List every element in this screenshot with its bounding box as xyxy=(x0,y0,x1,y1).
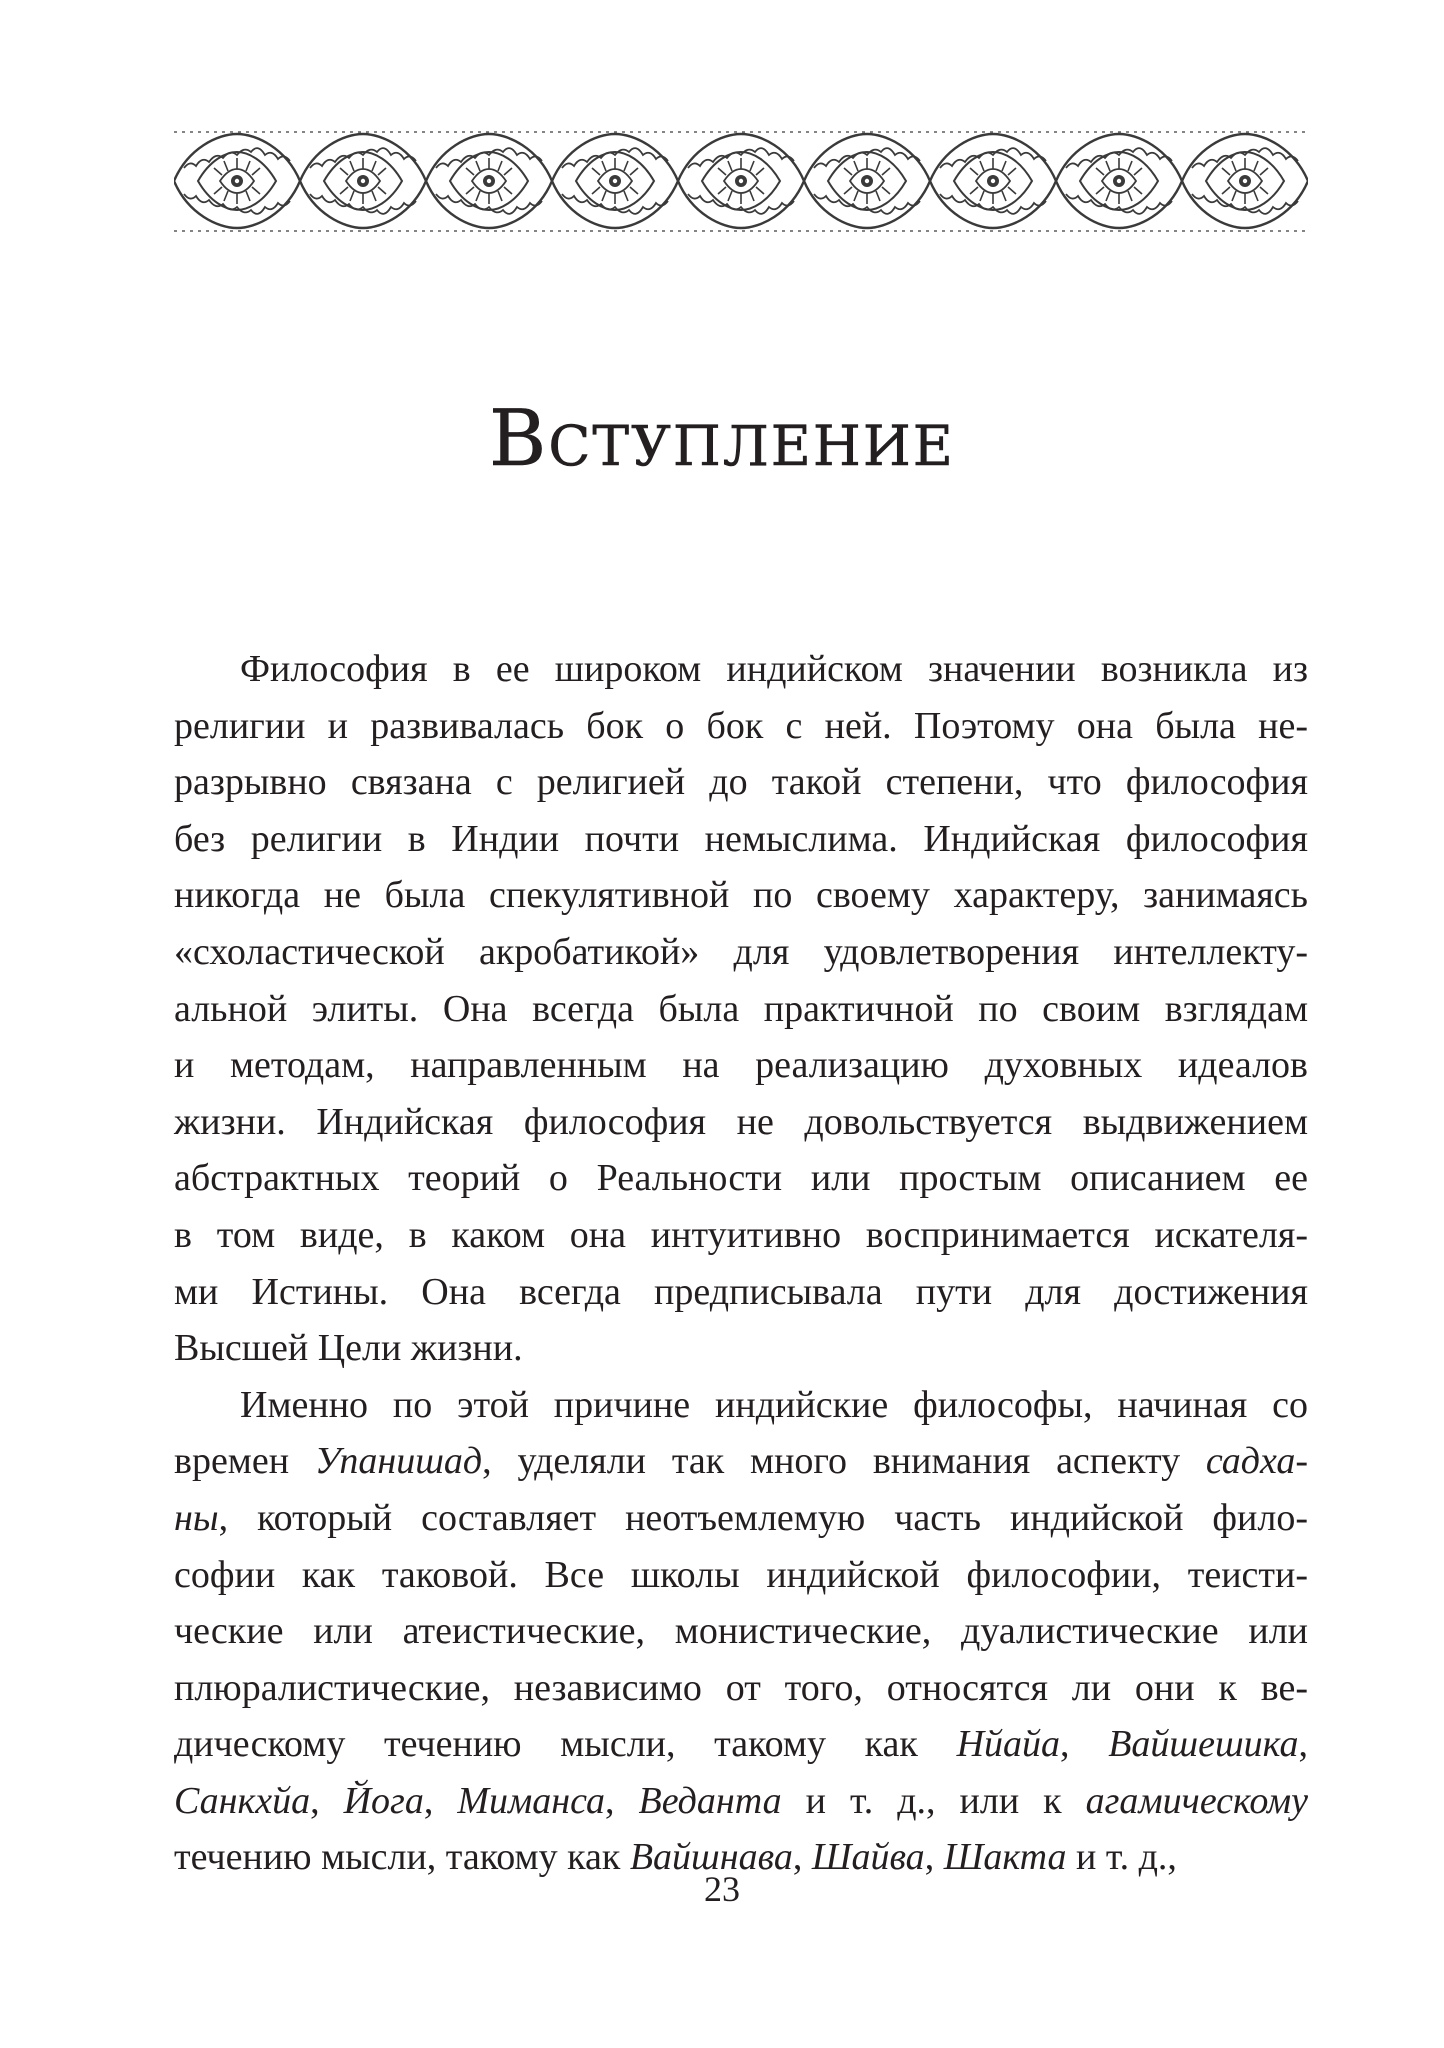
text-run: софии как таковой. Все школы индийской философии, теисти- xyxy=(174,1553,1308,1596)
text-line xyxy=(174,1716,1308,1773)
text-line xyxy=(174,1547,1308,1604)
text-line xyxy=(174,1037,1308,1094)
text-run: , xyxy=(1298,1723,1308,1766)
chapter-title: Вступление xyxy=(489,394,955,484)
text-line xyxy=(174,1603,1308,1660)
text-run: и методам, направленным на реализацию духовных идеалов xyxy=(174,1044,1308,1087)
text-run: дическому течению мысли, такому как xyxy=(174,1723,957,1766)
text-run: «схоластической акробатикой» для удовлетворения интеллекту- xyxy=(174,930,1308,973)
decorative-border-ornament xyxy=(174,128,1308,235)
italic-term: Шакта xyxy=(943,1836,1067,1879)
text-run: времен xyxy=(174,1440,315,1483)
text-run: плюралистические, независимо от того, относятся ли они к ве- xyxy=(174,1666,1308,1709)
text-run: разрывно связана с религией до такой степени, что философия xyxy=(174,761,1308,804)
text-line xyxy=(174,1150,1308,1207)
text-run: и т. д., или к xyxy=(781,1779,1086,1822)
text-line xyxy=(174,1264,1308,1321)
text-run: , xyxy=(792,1836,812,1879)
text-run: , xyxy=(1060,1723,1109,1766)
text-run: Высшей Цели жизни. xyxy=(174,1327,523,1370)
italic-term: Нйайа xyxy=(956,1723,1061,1766)
text-run: , xyxy=(423,1779,458,1822)
page-number: 23 xyxy=(704,1869,740,1909)
text-run: жизни. Индийская философия не довольствуется выдвижением xyxy=(174,1100,1308,1143)
italic-term: Йога xyxy=(343,1779,424,1822)
italic-term: ны xyxy=(174,1496,219,1539)
text-line xyxy=(174,981,1308,1038)
text-line xyxy=(174,1490,1308,1547)
text-run: Философия в ее широком индийском значении возникла из xyxy=(240,648,1308,690)
text-line xyxy=(174,1773,1308,1830)
text-line xyxy=(174,698,1308,755)
paragraph xyxy=(174,641,1308,1377)
text-run: без религии в Индии почти немыслима. Индийская философия xyxy=(174,817,1308,860)
text-run: Именно по этой причине индийские философы, начиная со xyxy=(240,1383,1308,1426)
text-line xyxy=(174,924,1308,981)
text-run: ческие или атеистические, монистические, дуалистические или xyxy=(174,1610,1308,1653)
text-line xyxy=(174,641,1308,698)
italic-term: Вайшешика xyxy=(1108,1723,1299,1766)
italic-term: Упанишад xyxy=(314,1440,483,1483)
text-line xyxy=(174,1377,1308,1434)
italic-term: Вайшнава xyxy=(629,1836,793,1879)
text-run: течению мысли, такому как xyxy=(174,1836,630,1879)
text-run: , xyxy=(924,1836,944,1879)
italic-term: Миманса xyxy=(457,1779,606,1822)
text-line xyxy=(174,1207,1308,1264)
text-run: , уделяли так много внимания аспекту xyxy=(482,1440,1206,1483)
text-run: , xyxy=(605,1779,639,1822)
text-run: никогда не была спекулятивной по своему характеру, занимаясь xyxy=(174,874,1308,917)
text-line xyxy=(174,1320,1308,1377)
text-line xyxy=(174,867,1308,924)
text-run: , который составляет неотъемлемую часть индийской фило- xyxy=(218,1496,1308,1539)
text-line xyxy=(174,1660,1308,1717)
text-run: абстрактных теорий о Реальности или простым описанием ее xyxy=(174,1157,1308,1200)
text-line xyxy=(174,1094,1308,1151)
body-text xyxy=(174,641,1308,1886)
text-run: ми Истины. Она всегда предписывала пути для достижения xyxy=(174,1270,1308,1313)
italic-term: Шайва xyxy=(811,1836,925,1879)
text-run: , xyxy=(310,1779,344,1822)
italic-term: Санкхйа xyxy=(174,1779,311,1822)
text-run: религии и развивалась бок о бок с ней. Поэтому она была не- xyxy=(174,704,1308,747)
text-line xyxy=(174,754,1308,811)
text-run: в том виде, в каком она интуитивно воспринимается искателя- xyxy=(174,1213,1308,1256)
text-line xyxy=(174,811,1308,868)
paragraph xyxy=(174,1377,1308,1886)
italic-term: агамическому xyxy=(1085,1779,1309,1822)
text-run: альной элиты. Она всегда была практичной по своим взглядам xyxy=(174,987,1308,1030)
text-run: и т. д., xyxy=(1066,1836,1177,1879)
italic-term: Веданта xyxy=(638,1779,782,1822)
text-line xyxy=(174,1433,1308,1490)
italic-term: садха- xyxy=(1205,1440,1309,1483)
